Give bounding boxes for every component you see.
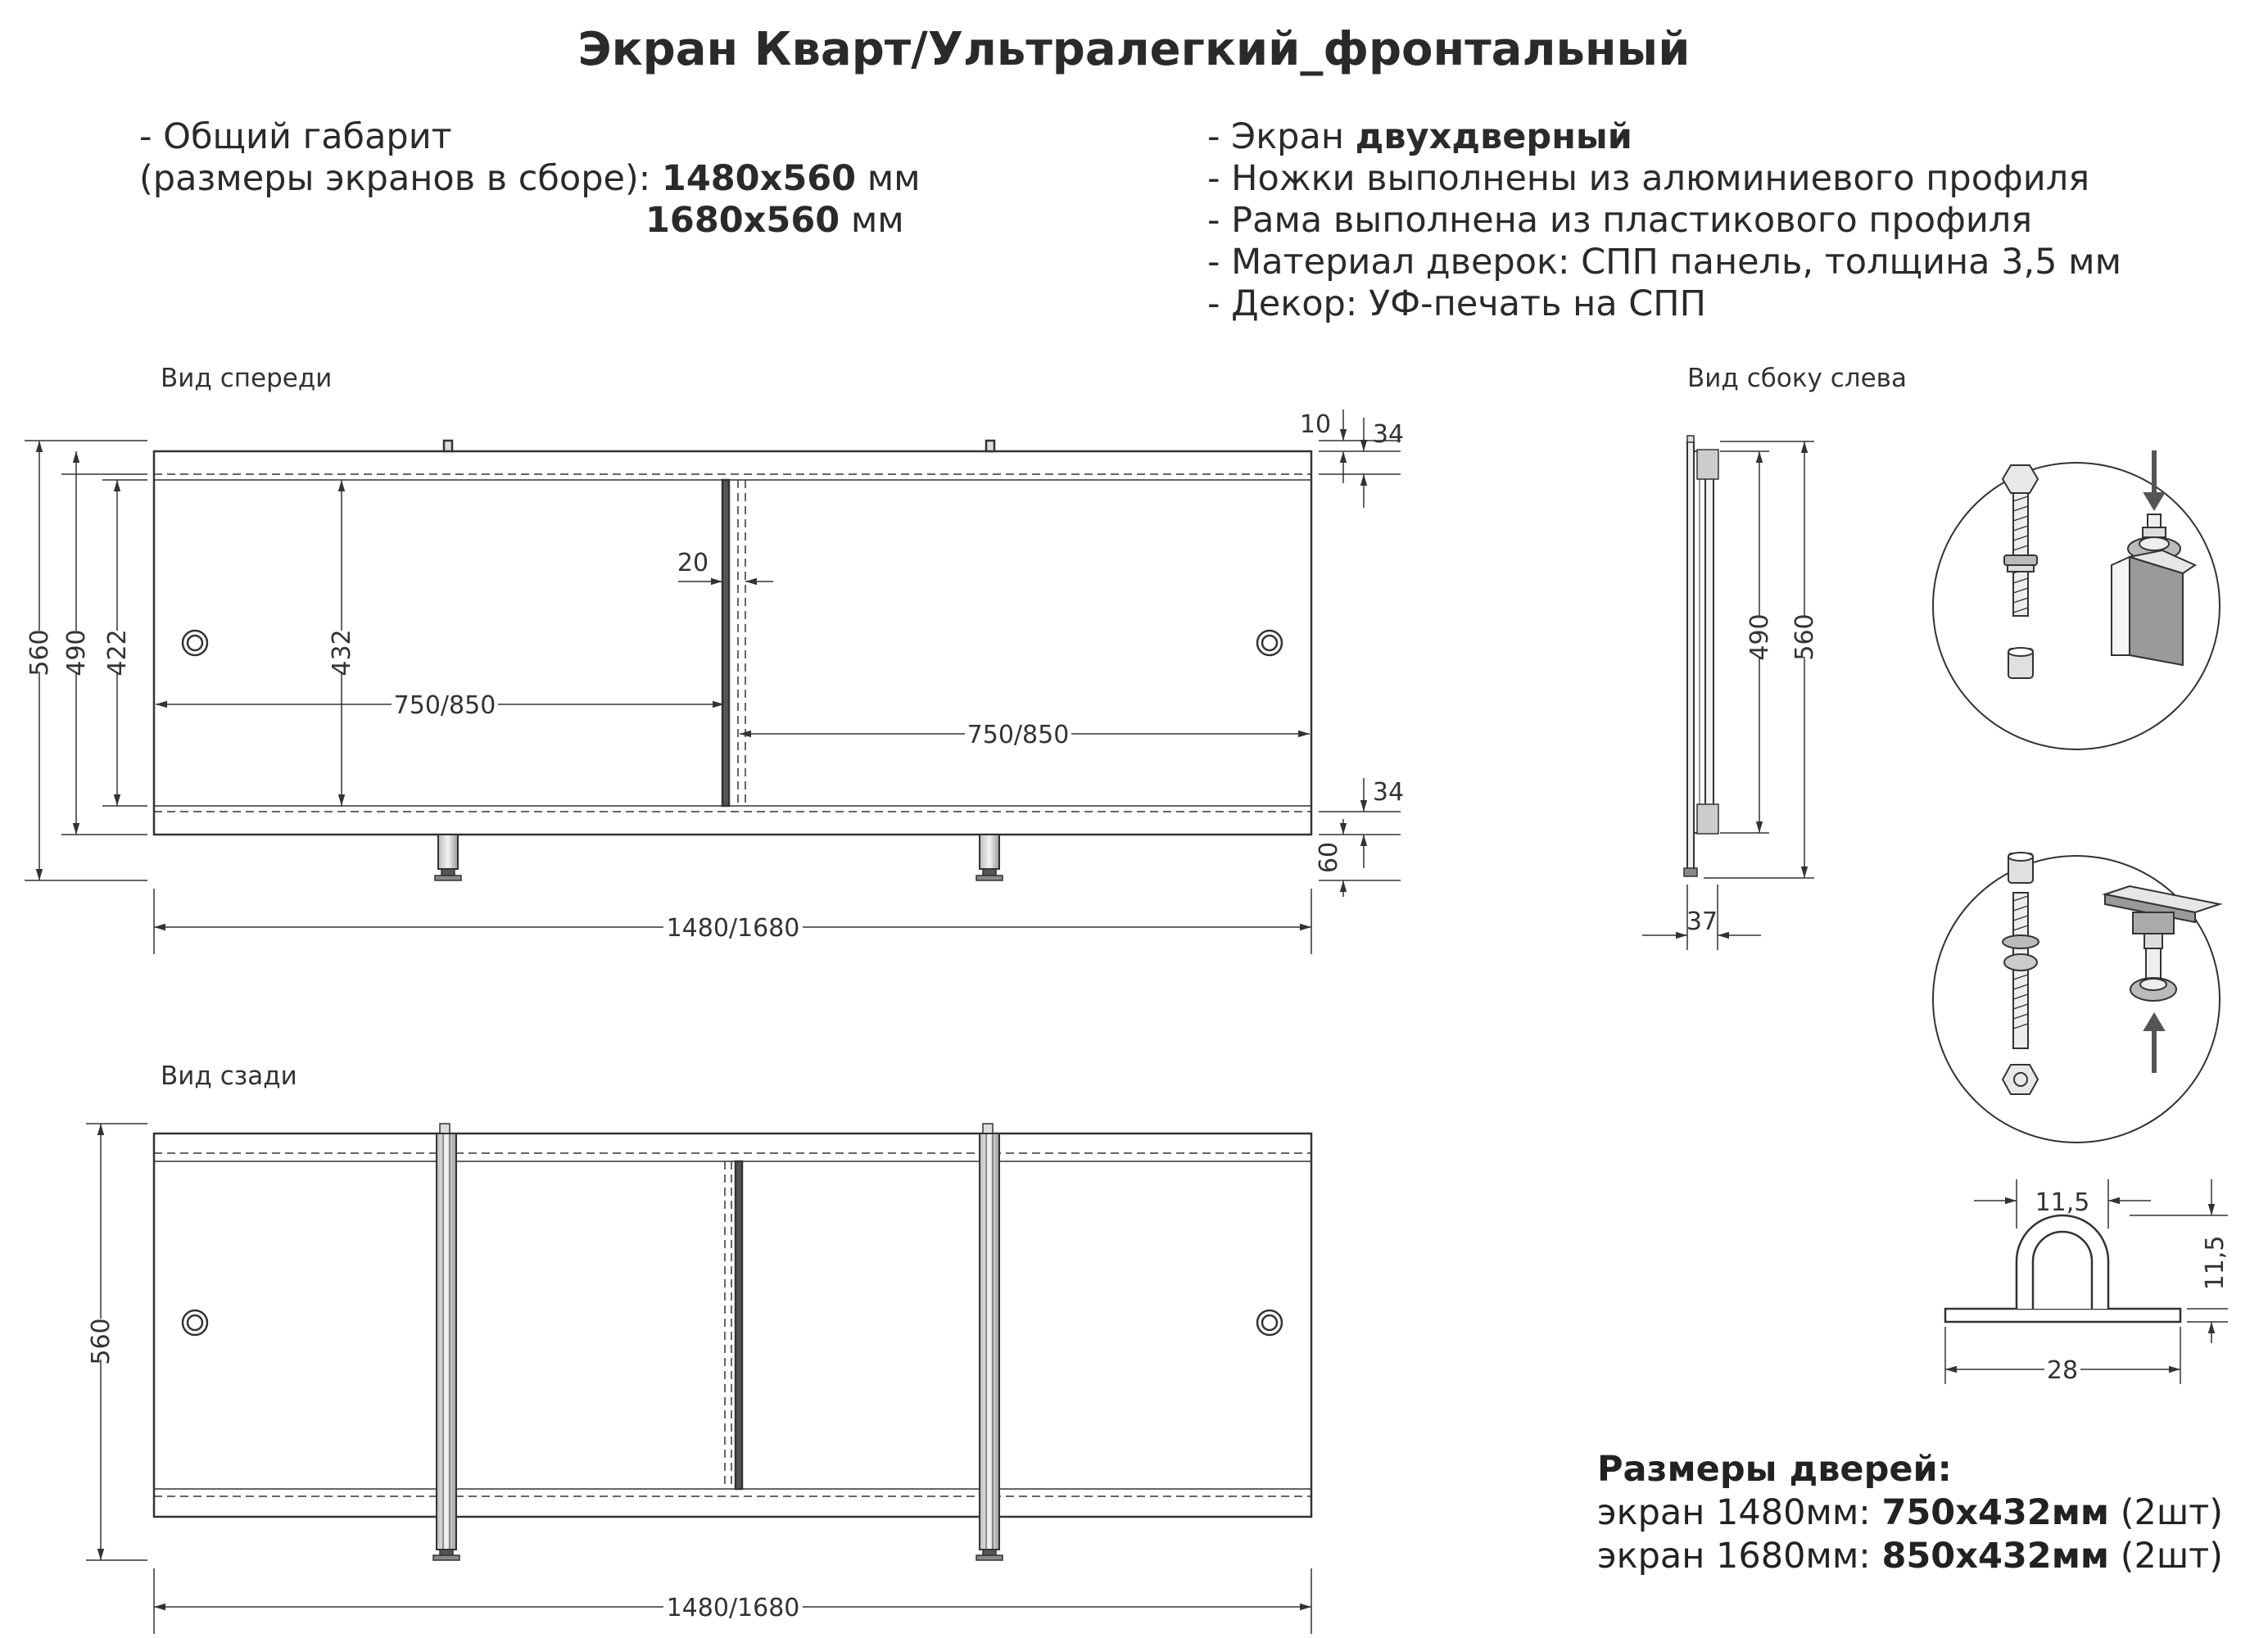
dim-side-560: 560: [1790, 613, 1819, 661]
dim-top-34: 34: [1372, 420, 1405, 449]
dim-gap-20: 20: [677, 549, 709, 577]
dim-side-37: 37: [1686, 907, 1718, 936]
dim-front-width: 1480/1680: [666, 914, 800, 943]
overall-size-spec: - Общий габарит (размеры экранов в сборе): 1480x560 мм: [139, 116, 921, 199]
back-view: [154, 1124, 1311, 1560]
door-size-1480: 750х432мм: [1881, 1492, 2110, 1533]
detail-circle-bottom: [1933, 853, 2220, 1143]
door-size-1680: 850х432мм: [1881, 1536, 2110, 1577]
spec-legs: - Ножки выполнены из алюминиевого профиля: [1207, 158, 2090, 199]
size-1480: 1480x560: [661, 158, 857, 199]
dim-bracket-width: 11,5: [2035, 1188, 2090, 1217]
front-left-knob: [183, 631, 207, 655]
dim-432: 432: [328, 629, 356, 676]
back-frame: [154, 1133, 1311, 1517]
door-type: двухдверный: [1355, 116, 1632, 157]
front-view-label: Вид спереди: [161, 364, 333, 393]
page-title: Экран Кварт/Ультралегкий_фронтальный: [577, 23, 1691, 76]
dim-bracket-base: 28: [2046, 1356, 2079, 1385]
front-leg-left: [435, 835, 461, 880]
detail-circle-top: [1933, 450, 2220, 749]
dim-bottom-34: 34: [1372, 778, 1405, 807]
spec-frame: - Рама выполнена из пластикового профиля: [1207, 200, 2033, 241]
dim-back-560: 560: [87, 1318, 115, 1365]
bracket-detail: [1945, 1215, 2180, 1322]
back-leg-left: [433, 1124, 459, 1560]
front-right-knob: [1257, 631, 1282, 655]
dim-560: 560: [25, 629, 54, 676]
dim-top-10: 10: [1299, 410, 1332, 439]
front-top-bolt-right: [986, 441, 994, 451]
spec-left-line2-prefix: (размеры экранов в сборе):: [139, 158, 662, 199]
back-door-edge: [736, 1161, 742, 1489]
spec-left-line1: - Общий габарит: [139, 116, 452, 157]
back-leg-right: [976, 1124, 1003, 1560]
size-1680: 1680x560: [645, 200, 840, 241]
front-top-bolt-left: [444, 441, 452, 451]
dim-door-width-left: 750/850: [393, 691, 496, 720]
dim-490: 490: [62, 629, 91, 676]
side-view: [1684, 436, 1718, 876]
dim-bottom-60: 60: [1315, 841, 1343, 874]
spec-decor: - Декор: УФ-печать на СПП: [1207, 283, 1706, 324]
back-left-knob: [183, 1310, 207, 1335]
door-sizes-heading: Размеры дверей:: [1597, 1449, 1952, 1490]
door-sizes-block: Размеры дверей: экран 1480мм: 750х432мм (2шт) экран 1680мм: 850х432мм (2шт): [1597, 1449, 2224, 1577]
back-view-label: Вид сзади: [161, 1061, 297, 1091]
side-view-label: Вид сбоку слева: [1687, 364, 1907, 393]
back-right-knob: [1257, 1310, 1282, 1335]
dim-back-width: 1480/1680: [666, 1594, 800, 1622]
overall-size-spec-2: 1680x560 мм: [645, 200, 904, 241]
features-spec: - Экран двухдверный - Ножки выполнены из алюминиевого профиля - Рама выполнена из пластикового профиля - Материал дверок: СПП панель, толщина 3,5 мм - Декор: УФ-печать на СПП: [1207, 116, 2122, 324]
spec-material: - Материал дверок: СПП панель, толщина 3,5 мм: [1207, 242, 2122, 283]
front-left-door-edge: [722, 480, 729, 806]
dim-side-490: 490: [1745, 613, 1774, 661]
dim-door-width-right: 750/850: [967, 721, 1070, 749]
dim-bracket-height: 11,5: [2201, 1235, 2230, 1291]
dim-422: 422: [103, 629, 132, 676]
front-leg-right: [976, 835, 1003, 880]
